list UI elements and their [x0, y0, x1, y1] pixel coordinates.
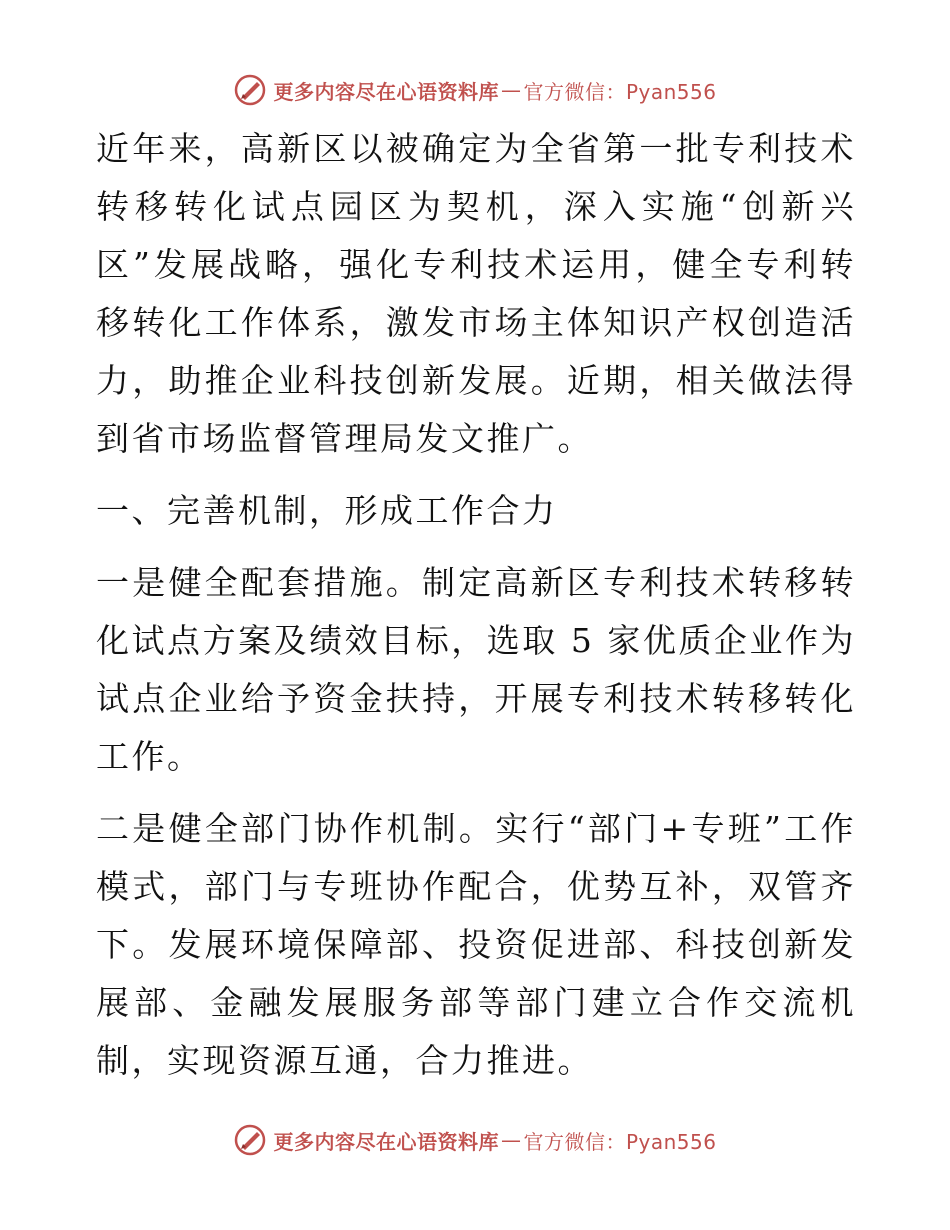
footer-watermark: [0, 1120, 950, 1160]
paragraph-coordination: 二是健全部门协作机制。实行“部门+专班”工作模式，部门与专班协作配合，优势互补，双管齐下。发展环境保障部、投资促进部、科技创新发展部、金融发展服务部等部门建立合作交流机制，实现资源互通，合力推进。: [96, 809, 856, 1080]
watermark-title: 更多内容尽在心语资料库: [273, 1129, 499, 1154]
paragraph-measures: 一是健全配套措施。制定高新区专利技术转移转化试点方案及绩效目标，选取 5 家优质企业作为试点企业给予资金扶持，开展专利技术转移转化工作。: [96, 563, 856, 776]
watermark-title: 更多内容尽在心语资料库: [273, 79, 499, 104]
brand-logo-icon: [233, 1123, 267, 1157]
watermark-separator: —: [500, 78, 522, 102]
section-heading: 一、完善机制，形成工作合力: [96, 491, 558, 530]
paragraph-intro: 近年来，高新区以被确定为全省第一批专利技术转移转化试点园区为契机，深入实施“创新兴区”发展战略，强化专利技术运用，健全专利转移转化工作体系，激发市场主体知识产权创造活力，助推企业科技创新发展。近期，相关做法得到省市场监督管理局发文推广。: [96, 129, 856, 458]
header-watermark: [0, 70, 950, 110]
watermark-wechat: 官方微信：Pyan556: [523, 1129, 717, 1154]
watermark-wechat: 官方微信：Pyan556: [523, 79, 717, 104]
watermark-separator: —: [500, 1128, 522, 1152]
brand-logo-icon: [233, 73, 267, 107]
document-body: [96, 120, 856, 1104]
